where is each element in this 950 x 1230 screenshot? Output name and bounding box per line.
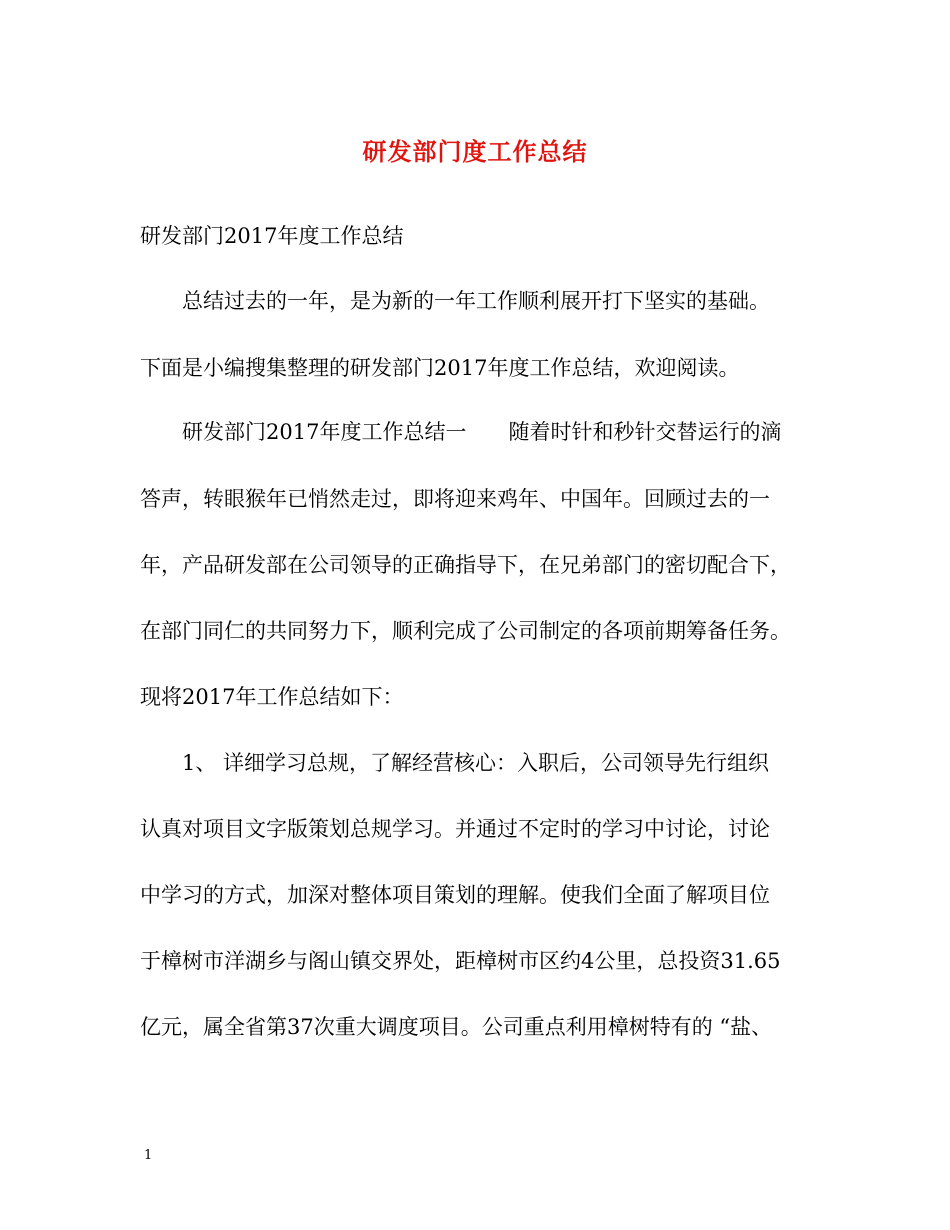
page-number: 1 bbox=[144, 1148, 153, 1163]
body-line: 下面是小编搜集整理的研发部门2017年度工作总结，欢迎阅读。 bbox=[140, 356, 740, 380]
body-line: 年，产品研发部在公司领导的正确指导下，在兄弟部门的密切配合下， bbox=[140, 553, 791, 577]
body-line: 研发部门2017年度工作总结一 随着时针和秒针交替运行的滴 bbox=[140, 420, 782, 444]
body-line: 现将2017年工作总结如下： bbox=[140, 685, 404, 709]
body-line: 亿元，属全省第37次重大调度项目。公司重点利用樟树特有的 “盐、 bbox=[140, 1015, 773, 1039]
body-line: 研发部门2017年度工作总结 bbox=[140, 224, 404, 248]
body-line: 中学习的方式，加深对整体项目策划的理解。使我们全面了解项目位 bbox=[140, 883, 770, 907]
body-line: 于樟树市洋湖乡与阁山镇交界处，距樟树市区约4公里，总投资31.65 bbox=[140, 949, 781, 973]
body-line: 1、 详细学习总规，了解经营核心：入职后，公司领导先行组织 bbox=[140, 751, 770, 775]
body-line: 答声，转眼猴年已悄然走过，即将迎来鸡年、中国年。回顾过去的一 bbox=[140, 487, 770, 511]
body-line: 在部门同仁的共同努力下，顺利完成了公司制定的各项前期筹备任务。 bbox=[140, 619, 791, 643]
body-line: 总结过去的一年，是为新的一年工作顺利展开打下坚实的基础。 bbox=[140, 289, 770, 313]
body-line: 认真对项目文字版策划总规学习。并通过不定时的学习中讨论，讨论 bbox=[140, 817, 770, 841]
document-title: 研发部门度工作总结 bbox=[362, 137, 588, 166]
